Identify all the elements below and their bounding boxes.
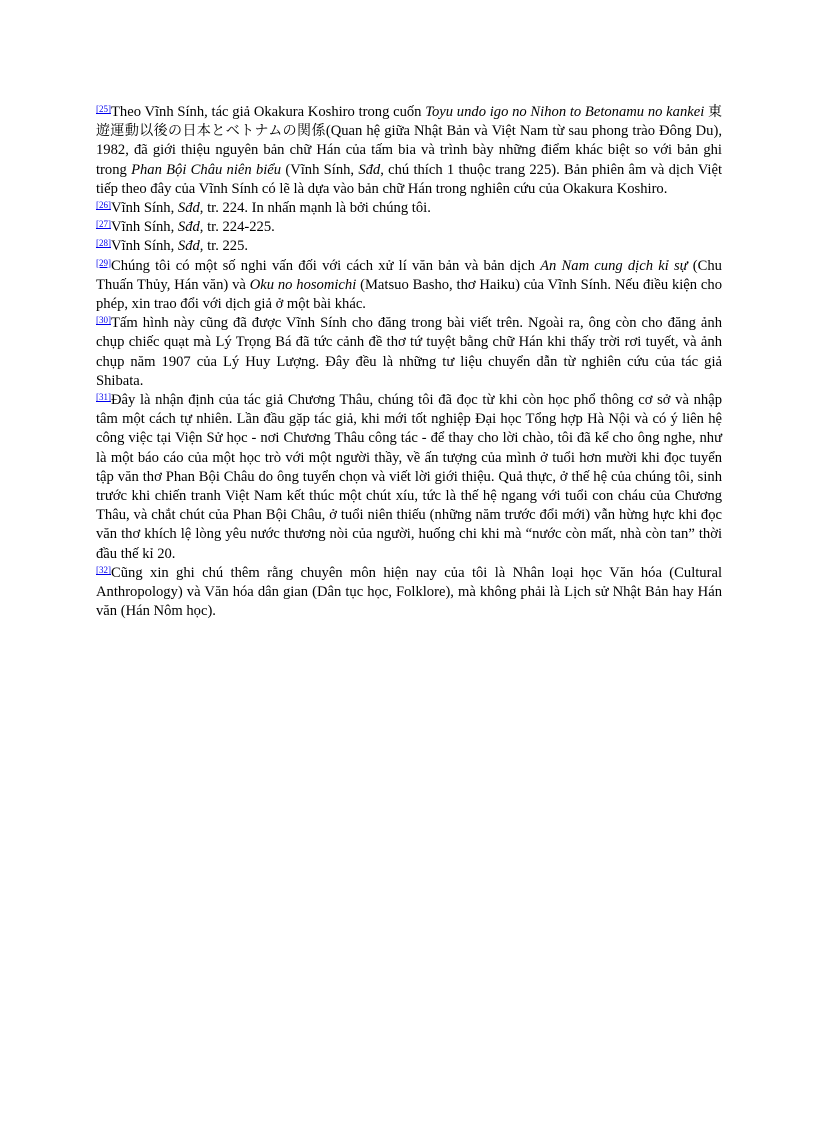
footnote-backlink[interactable]: [27] — [96, 219, 111, 230]
footnote — [96, 237, 722, 256]
italic-text: Sđd — [177, 219, 200, 236]
italic-text: Phan Bội Châu niên biểu — [131, 161, 282, 178]
footnote — [96, 199, 722, 218]
footnote-text: Tấm hình này cũng đã được Vĩnh Sính cho đăng trong bài viết trên. Ngoài ra, ông còn cho đăng ảnh chụp chiếc quạt mà Lý Trọng Bá đã tức cảnh đề thơ tứ tuyệt bằng chữ Hán khi thấy trời rơi tuyết, và ảnh chụp năm 1907 của Lý Huy Lượng. Đây đều là những tư liệu chuyển dẫn từ nghiên cứu của tác giả Shibata. — [96, 315, 722, 389]
footnote-backlink[interactable]: [32] — [96, 564, 111, 575]
footnote-backlink[interactable]: [31] — [96, 392, 111, 403]
italic-text: Sđd — [358, 161, 381, 178]
footnote-text: , tr. 224-225. — [199, 219, 275, 236]
footnote-text: Đây là nhận định của tác giả Chương Thâu, chúng tôi đã đọc từ khi còn học phổ thông cơ sở và nhập tâm một cách tự nhiên. Lần đầu gặp tác giả, khi mới tốt nghiệp Đại học Tổng hợp Hà Nội và có ý liên hệ công việc tại Viện Sử học - nơi Chương Thâu công tác - để thay cho lời chào, tôi đã kể cho ông nghe, như là một báo cáo của một học trò với một người thầy, về ấn tượng của mình ở tuổi hơn mười khi đọc tuyển tập văn thơ Phan Bội Châu do ông tuyển chọn và viết lời giới thiệu. Quả thực, ở thế hệ của chúng tôi, sinh trước khi chiến tranh Việt Nam kết thúc một chút xíu, tức là thế hệ ngang với tuổi con cháu của Chương Thâu, và chắt chút của Phan Bội Châu, ở tuổi niên thiếu (những năm trước đổi mới) vẫn hừng hực khi đọc văn thơ khích lệ lòng yêu nước thương nòi của người, huống chi khi mà “nước còn mất, nhà còn tan” thời đầu thế kỉ 20. — [96, 392, 722, 562]
italic-text: Toyu undo igo no Nihon to Betonamu no kankei — [425, 104, 705, 120]
italic-text: Oku no hosomichi — [249, 276, 357, 293]
footnote-backlink[interactable]: [30] — [96, 315, 111, 326]
footnote-backlink[interactable]: [29] — [96, 257, 111, 268]
footnote-text: Chúng tôi có một số nghi vấn đối với cách xử lí văn bản và bản dịch — [111, 257, 541, 274]
footnote-backlink[interactable]: [26] — [96, 200, 111, 211]
footnote-text: Cũng xin ghi chú thêm rằng chuyên môn hiện nay của tôi là Nhân loại học Văn hóa (Cultural Anthropology) và Văn hóa dân gian (Dân tục học, Folklore), mà không phải là Lịch sử Nhật Bản hay Hán văn (Hán Nôm học). — [96, 564, 722, 620]
footnote-backlink[interactable]: [25] — [96, 104, 111, 114]
footnote-text: Vĩnh Sính, — [111, 238, 178, 255]
footnote — [96, 564, 722, 622]
footnote — [96, 314, 722, 391]
italic-text: Sđd — [177, 200, 200, 217]
footnote-text: , tr. 225. — [199, 238, 249, 255]
footnote — [96, 391, 722, 564]
footnote-text: Theo Vĩnh Sính, tác giả Okakura Koshiro trong cuốn — [111, 104, 426, 120]
footnotes-section — [96, 103, 722, 621]
footnote — [96, 257, 722, 315]
footnote-text: (Quan hệ giữa Nhật Bản và Việt Nam từ sau phong trào Đông Du), 1982, đã giới thiệu nguyên bản chữ Hán của tấm bia và trình bày những điểm khác biệt so với bản ghi trong — [96, 123, 722, 178]
footnote-text: (Chu Thuấn Thủy, Hán văn) và — [96, 257, 722, 293]
footnote-text: Vĩnh Sính, — [111, 219, 178, 236]
footnote — [96, 218, 722, 237]
footnote-text: , chú thích 1 thuộc trang 225). Bản phiên âm và dịch Việt tiếp theo đây của Vĩnh Sính có lẽ là dựa vào bản chữ Hán trong nghiên cứu của Okakura Koshiro. — [96, 161, 722, 197]
footnote — [96, 103, 722, 199]
italic-text: An Nam cung dịch kỉ sự — [540, 257, 688, 274]
footnote-text: (Matsuo Basho, thơ Haiku) của Vĩnh Sính. Nếu điều kiện cho phép, xin trao đổi với dịch giả ở một bài khác. — [96, 276, 722, 313]
footnote-backlink[interactable]: [28] — [96, 238, 111, 249]
japanese-title: 東遊運動以後の日本とベトナムの関係 — [96, 104, 722, 140]
footnote-text: Vĩnh Sính, — [111, 200, 178, 217]
footnote-text: (Vĩnh Sính, — [281, 161, 359, 178]
italic-text: Sđd — [177, 238, 200, 255]
footnote-text: , tr. 224. In nhấn mạnh là bởi chúng tôi. — [199, 200, 431, 217]
